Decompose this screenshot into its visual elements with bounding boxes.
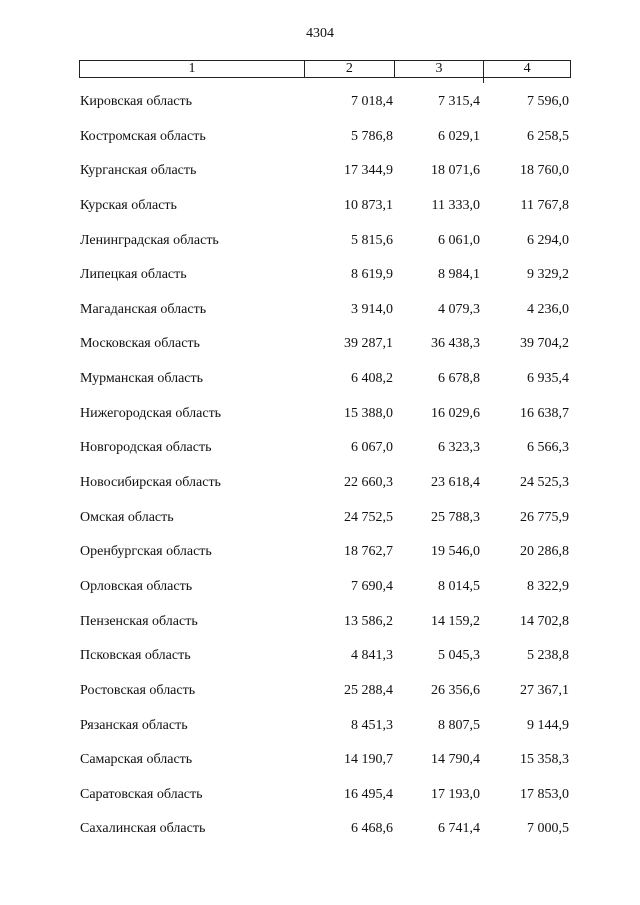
value-col-2: 7 690,4: [351, 578, 393, 594]
value-col-2: 25 288,4: [344, 682, 393, 698]
value-col-2: 5 815,6: [351, 232, 393, 248]
value-col-3: 23 618,4: [431, 475, 480, 491]
value-col-4: 6 258,5: [527, 128, 569, 144]
region-name: Кировская область: [80, 94, 193, 109]
value-col-4: 6 566,3: [527, 440, 569, 456]
value-col-4: 7 596,0: [527, 94, 569, 109]
value-col-4: 9 329,2: [527, 267, 569, 283]
value-col-2: 8 451,3: [351, 717, 393, 733]
region-name: Пензенская область: [80, 613, 198, 629]
value-col-2: 18 762,7: [344, 544, 393, 560]
header-col-1: 1: [80, 61, 305, 77]
value-col-2: 15 388,0: [344, 405, 393, 421]
value-col-2: 4 841,3: [351, 648, 393, 664]
value-col-3: 17 193,0: [431, 786, 480, 802]
value-col-4: 5 238,8: [527, 648, 569, 664]
value-col-4: 17 853,0: [520, 786, 569, 802]
table-row: [0, 535, 640, 570]
value-col-2: 6 468,6: [351, 821, 393, 837]
table-row: [0, 327, 640, 362]
value-col-3: 25 788,3: [431, 509, 480, 525]
table-row: [0, 85, 640, 120]
table-row: [0, 120, 640, 155]
value-col-2: 22 660,3: [344, 475, 393, 491]
value-col-3: 6 029,1: [438, 128, 480, 144]
value-col-4: 15 358,3: [520, 752, 569, 768]
value-col-3: 11 333,0: [431, 197, 480, 213]
value-col-4: 39 704,2: [520, 336, 569, 352]
value-col-4: 16 638,7: [520, 405, 569, 421]
region-name: Самарская область: [80, 752, 193, 768]
value-col-2: 24 752,5: [344, 509, 393, 525]
value-col-2: 6 067,0: [351, 440, 393, 456]
value-col-4: 27 367,1: [520, 682, 569, 698]
value-col-2: 8 619,9: [351, 267, 393, 283]
table-row: [0, 224, 640, 259]
value-col-3: 4 079,3: [438, 301, 480, 317]
value-col-3: 6 323,3: [438, 440, 480, 456]
region-name: Саратовская область: [80, 786, 203, 802]
table-row: [0, 605, 640, 640]
region-name: Магаданская область: [80, 301, 207, 317]
value-col-4: 9 144,9: [527, 717, 569, 733]
table-row: [0, 258, 640, 293]
region-name: Московская область: [80, 336, 200, 352]
value-col-2: 6 408,2: [351, 371, 393, 387]
table-body: [0, 85, 640, 847]
value-col-3: 8 014,5: [438, 578, 480, 594]
table-row: [0, 743, 640, 778]
table-row: [0, 570, 640, 605]
value-col-2: 17 344,9: [344, 163, 393, 179]
value-col-3: 8 984,1: [438, 267, 480, 283]
value-col-3: 6 741,4: [438, 821, 480, 837]
value-col-4: 7 000,5: [527, 821, 569, 837]
page-number: 4304: [306, 26, 334, 41]
table-header: [79, 60, 571, 78]
region-name: Мурманская область: [80, 371, 204, 387]
region-name: Нижегородская область: [80, 405, 222, 421]
region-name: Костромская область: [80, 128, 206, 144]
header-col-2: 2: [305, 61, 395, 77]
value-col-4: 26 775,9: [520, 509, 569, 525]
value-col-3: 5 045,3: [438, 648, 480, 664]
table-row: [0, 362, 640, 397]
value-col-2: 13 586,2: [344, 613, 393, 629]
value-col-2: 5 786,8: [351, 128, 393, 144]
table-row: [0, 189, 640, 224]
value-col-3: 7 315,4: [438, 94, 480, 109]
value-col-4: 4 236,0: [527, 301, 569, 317]
region-name: Ленинградская область: [80, 232, 219, 248]
value-col-3: 18 071,6: [431, 163, 480, 179]
table-row: [0, 812, 640, 847]
region-name: Орловская область: [80, 578, 193, 594]
region-name: Оренбургская область: [80, 544, 212, 560]
value-col-3: 19 546,0: [431, 544, 480, 560]
value-col-4: 6 294,0: [527, 232, 569, 248]
value-col-3: 16 029,6: [431, 405, 480, 421]
value-col-3: 36 438,3: [431, 336, 480, 352]
region-name: Ростовская область: [80, 682, 196, 698]
table-row: [0, 778, 640, 813]
header-col-3: 3: [395, 61, 485, 77]
table-row: [0, 293, 640, 328]
value-col-4: 24 525,3: [520, 475, 569, 491]
value-col-2: 3 914,0: [351, 301, 393, 317]
region-name: Псковская область: [80, 648, 191, 664]
value-col-2: 16 495,4: [344, 786, 393, 802]
value-col-3: 6 061,0: [438, 232, 480, 248]
table-row: [0, 674, 640, 709]
value-col-2: 14 190,7: [344, 752, 393, 768]
value-col-4: 8 322,9: [527, 578, 569, 594]
value-col-4: 20 286,8: [520, 544, 569, 560]
value-col-4: 6 935,4: [527, 371, 569, 387]
value-col-2: 39 287,1: [344, 336, 393, 352]
value-col-4: 11 767,8: [520, 197, 569, 213]
region-name: Сахалинская область: [80, 821, 206, 837]
header-col-4: 4: [523, 61, 531, 76]
region-name: Омская область: [80, 509, 174, 525]
region-name: Новосибирская область: [80, 475, 221, 491]
region-name: Новгородская область: [80, 440, 212, 456]
region-name: Курганская область: [80, 163, 197, 179]
table-row: [0, 501, 640, 536]
value-col-4: 14 702,8: [520, 613, 569, 629]
value-col-4: 18 760,0: [520, 163, 569, 179]
value-col-2: 7 018,4: [351, 94, 393, 109]
table-row: [0, 709, 640, 744]
value-col-3: 26 356,6: [431, 682, 480, 698]
table-row: [0, 431, 640, 466]
value-col-3: 8 807,5: [438, 717, 480, 733]
region-name: Рязанская область: [80, 717, 188, 733]
value-col-3: 6 678,8: [438, 371, 480, 387]
table-row: [0, 466, 640, 501]
region-name: Липецкая область: [80, 267, 187, 283]
value-col-2: 10 873,1: [344, 197, 393, 213]
table-row: [0, 154, 640, 189]
table-row: [0, 639, 640, 674]
region-name: Курская область: [80, 197, 177, 213]
value-col-3: 14 159,2: [431, 613, 480, 629]
value-col-3: 14 790,4: [431, 752, 480, 768]
table-row: [0, 397, 640, 432]
